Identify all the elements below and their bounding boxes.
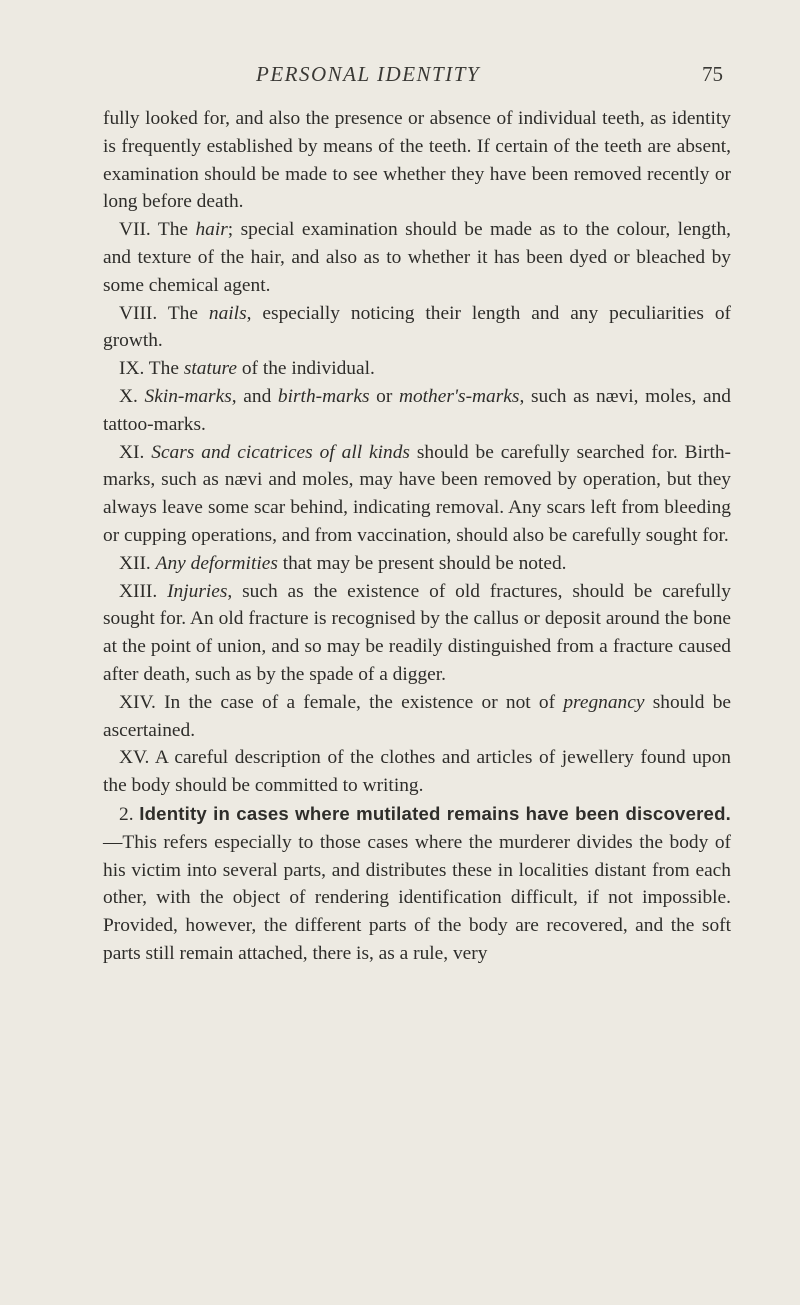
item-term: nails bbox=[208, 302, 247, 324]
item-lead: XIV. In the case of a female, the existence or not of bbox=[119, 691, 564, 713]
paragraph-text: , such as the existence of old fractures, should be carefully sought for. An old fracture is recognised by the callus or deposit around the bone at the point of union, and so may be readily distinguished from a fracture caused after death, such as by the spade of a digger. bbox=[103, 580, 731, 685]
paragraph-teeth-continued bbox=[103, 105, 731, 216]
item-lead: XII. bbox=[119, 552, 156, 574]
paragraph-text: , such as nævi, moles, and tattoo-marks. bbox=[103, 385, 731, 435]
paragraph-injuries bbox=[103, 578, 731, 689]
section-number: 2. bbox=[119, 803, 140, 825]
paragraph-mutilated-remains bbox=[103, 800, 731, 968]
item-connector: , and bbox=[231, 385, 278, 407]
paragraph-pregnancy bbox=[103, 689, 731, 745]
item-term: Any deformities bbox=[155, 552, 278, 574]
paragraph-text: fully looked for, and also the presence or absence of individual teeth, as identity is frequently established by means of the teeth. If certain of the teeth are absent, examination should be made to see whether they have been removed recently or long before death. bbox=[103, 108, 731, 213]
paragraph-text: should be carefully searched for. Birth-marks, such as nævi and moles, may have been removed by operation, but they always leave some scar behind, indicating removal. Any scars left from bleeding or cupping operations, and from vaccination, should also be carefully sought for. bbox=[103, 441, 731, 546]
item-term: Injuries bbox=[167, 580, 228, 602]
paragraph-skin-marks bbox=[103, 383, 731, 439]
paragraph-text: , especially noticing their length and any peculiarities of growth. bbox=[103, 302, 731, 352]
paragraph-text: should be ascertained. bbox=[103, 691, 731, 741]
paragraph-text: of the individual. bbox=[236, 358, 375, 380]
item-term: Skin-marks bbox=[144, 385, 232, 407]
item-lead: XV. A careful description of the clothes and articles of jewellery found upon the body should be committed to writing. bbox=[103, 747, 731, 797]
paragraph-text: —This refers especially to those cases where the murderer divides the body of his victim into several parts, and distributes these in localities distant from each other, with the object of rendering identification difficult, if not impossible. Provided, however, the different parts of the body are recovered, and the soft parts still remain attached, there is, as a rule, very bbox=[103, 831, 731, 964]
paragraph-scars bbox=[103, 439, 731, 550]
item-term: hair bbox=[195, 219, 228, 241]
page-number: 75 bbox=[702, 62, 723, 86]
item-term: Scars and cicatrices of all kinds bbox=[151, 441, 410, 463]
item-lead: VII. The bbox=[119, 219, 196, 241]
item-term: pregnancy bbox=[563, 691, 645, 713]
body-text bbox=[103, 105, 731, 968]
item-lead: IX. The bbox=[119, 358, 184, 380]
item-lead: X. bbox=[119, 385, 145, 407]
item-lead: VIII. The bbox=[119, 302, 209, 324]
paragraph-text: ; special examination should be made as to the colour, length, and texture of the hair, and also as to whether it has been dyed or bleached by some chemical agent. bbox=[103, 219, 731, 296]
paragraph-text: that may be present should be noted. bbox=[277, 552, 567, 574]
paragraph-nails bbox=[103, 300, 731, 356]
item-lead: XI. bbox=[119, 441, 152, 463]
item-lead: XIII. bbox=[119, 580, 168, 602]
paragraph-stature bbox=[103, 355, 731, 383]
paragraph-hair bbox=[103, 216, 731, 299]
running-title: PERSONAL IDENTITY bbox=[256, 62, 481, 86]
item-term-tertiary: mother's-marks bbox=[398, 385, 520, 407]
paragraph-deformities bbox=[103, 550, 731, 578]
paragraph-clothes bbox=[103, 744, 731, 800]
item-connector-secondary: or bbox=[369, 385, 399, 407]
running-head bbox=[0, 62, 800, 96]
item-term: stature bbox=[183, 358, 237, 380]
item-term-secondary: birth-marks bbox=[277, 385, 370, 407]
section-heading: Identity in cases where mutilated remains have been discovered. bbox=[139, 802, 732, 824]
